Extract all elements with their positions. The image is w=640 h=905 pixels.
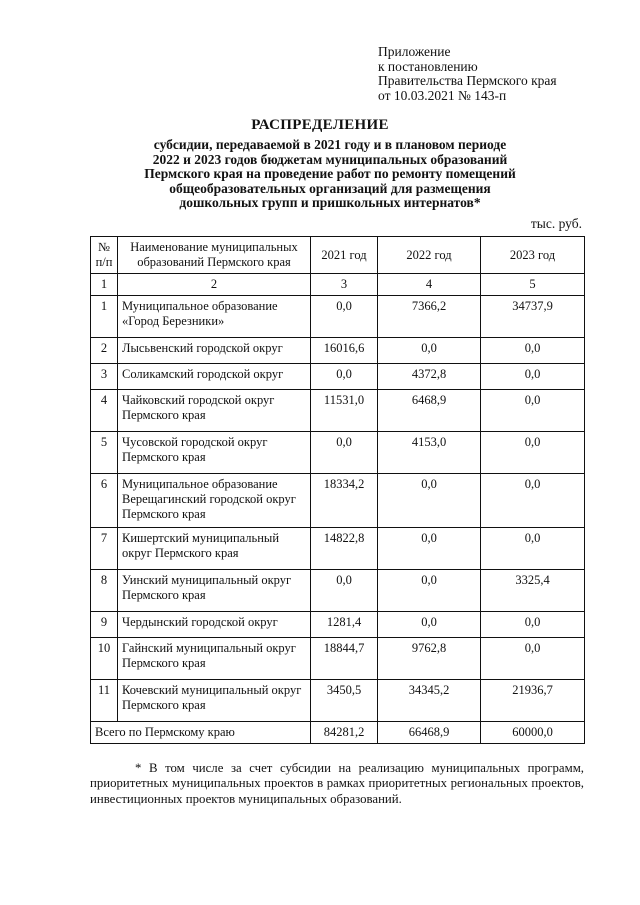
value-2021: 1281,4 xyxy=(311,612,378,638)
footnote-text: * В том числе за счет субсидии на реализацию муниципальных программ, приоритетных муниципальных проектов в рамках приоритетных региональных проектов, инвестиционных проектов муниципальных образований. xyxy=(90,761,584,806)
row-number: 2 xyxy=(91,338,118,364)
header-2022: 2022 год xyxy=(378,237,481,274)
municipality-name: Муниципальное образование «Город Березники» xyxy=(118,296,311,338)
municipality-name: Чердынский городской округ xyxy=(118,612,311,638)
subtitle-line: Пермского края на проведение работ по ремонту помещений xyxy=(144,166,516,182)
table-row xyxy=(91,612,585,638)
table-row xyxy=(91,528,585,570)
value-2021: 0,0 xyxy=(311,570,378,612)
value-2021: 0,0 xyxy=(311,296,378,338)
subtitle-line: дошкольных групп и пришкольных интернатов* xyxy=(179,195,481,211)
value-2023: 0,0 xyxy=(481,528,585,570)
value-2023: 0,0 xyxy=(481,364,585,390)
municipality-name: Кочевский муниципальный округ Пермского края xyxy=(118,680,311,722)
total-2022: 66468,9 xyxy=(378,722,481,744)
total-2021: 84281,2 xyxy=(311,722,378,744)
row-number: 8 xyxy=(91,570,118,612)
municipality-name: Кишертский муниципальный округ Пермского края xyxy=(118,528,311,570)
value-2022: 0,0 xyxy=(378,474,481,528)
table-row xyxy=(91,638,585,680)
value-2023: 0,0 xyxy=(481,474,585,528)
header-2021: 2021 год xyxy=(311,237,378,274)
row-number: 4 xyxy=(91,390,118,432)
value-2023: 21936,7 xyxy=(481,680,585,722)
table-row xyxy=(91,432,585,474)
municipality-name: Уинский муниципальный округ Пермского края xyxy=(118,570,311,612)
table-row xyxy=(91,296,585,338)
document-subtitle xyxy=(100,138,560,211)
value-2021: 18844,7 xyxy=(311,638,378,680)
value-2023: 0,0 xyxy=(481,390,585,432)
total-2023: 60000,0 xyxy=(481,722,585,744)
table-header-row xyxy=(91,237,585,274)
document-title: РАСПРЕДЕЛЕНИЕ xyxy=(251,117,389,133)
value-2021: 14822,8 xyxy=(311,528,378,570)
table-row xyxy=(91,364,585,390)
table-row xyxy=(91,338,585,364)
column-number: 1 xyxy=(91,274,118,296)
value-2022: 9762,8 xyxy=(378,638,481,680)
header-number: № п/п xyxy=(91,237,118,274)
value-2023: 0,0 xyxy=(481,612,585,638)
row-number: 1 xyxy=(91,296,118,338)
value-2022: 6468,9 xyxy=(378,390,481,432)
row-number: 7 xyxy=(91,528,118,570)
row-number: 11 xyxy=(91,680,118,722)
municipality-name: Муниципальное образование Верещагинский городской округ Пермского края xyxy=(118,474,311,528)
row-number: 5 xyxy=(91,432,118,474)
header-2023: 2023 год xyxy=(481,237,585,274)
subtitle-line: субсидии, передаваемой в 2021 году и в плановом периоде xyxy=(153,137,507,152)
table-row xyxy=(91,390,585,432)
table-body xyxy=(91,296,585,722)
value-2021: 16016,6 xyxy=(311,338,378,364)
total-label: Всего по Пермскому краю xyxy=(91,722,311,744)
value-2022: 0,0 xyxy=(378,528,481,570)
value-2023: 0,0 xyxy=(481,338,585,364)
value-2022: 0,0 xyxy=(378,338,481,364)
subtitle-line: общеобразовательных организаций для размещения xyxy=(169,180,491,196)
value-2023: 0,0 xyxy=(481,432,585,474)
column-number: 2 xyxy=(118,274,311,296)
value-2022: 4153,0 xyxy=(378,432,481,474)
value-2021: 3450,5 xyxy=(311,680,378,722)
annex-line: от 10.03.2021 № 143-п xyxy=(378,87,507,103)
value-2022: 0,0 xyxy=(378,612,481,638)
distribution-table xyxy=(90,236,585,744)
municipality-name: Чусовской городской округ Пермского края xyxy=(118,432,311,474)
value-2022: 7366,2 xyxy=(378,296,481,338)
value-2021: 11531,0 xyxy=(311,390,378,432)
table-row xyxy=(91,680,585,722)
value-2023: 0,0 xyxy=(481,638,585,680)
municipality-name: Чайковский городской округ Пермского края xyxy=(118,390,311,432)
header-name: Наименование муниципальных образований Пермского края xyxy=(118,237,311,274)
value-2023: 34737,9 xyxy=(481,296,585,338)
row-number: 3 xyxy=(91,364,118,390)
municipality-name: Гайнский муниципальный округ Пермского края xyxy=(118,638,311,680)
value-2021: 0,0 xyxy=(311,432,378,474)
annex-block xyxy=(378,45,557,103)
table-row xyxy=(91,570,585,612)
value-2022: 4372,8 xyxy=(378,364,481,390)
column-number: 5 xyxy=(481,274,585,296)
subtitle-line: 2022 и 2023 годов бюджетам муниципальных образований xyxy=(152,151,508,167)
value-2021: 18334,2 xyxy=(311,474,378,528)
column-number: 3 xyxy=(311,274,378,296)
row-number: 10 xyxy=(91,638,118,680)
municipality-name: Соликамский городской округ xyxy=(118,364,311,390)
column-number: 4 xyxy=(378,274,481,296)
annex-line: Приложение xyxy=(378,44,451,59)
column-numbering-row xyxy=(91,274,585,296)
annex-line: к постановлению xyxy=(378,58,478,74)
unit-label: тыс. руб. xyxy=(530,216,582,231)
value-2022: 34345,2 xyxy=(378,680,481,722)
table-row xyxy=(91,474,585,528)
total-row xyxy=(91,722,585,744)
value-2022: 0,0 xyxy=(378,570,481,612)
row-number: 9 xyxy=(91,612,118,638)
footnote xyxy=(90,761,584,807)
value-2023: 3325,4 xyxy=(481,570,585,612)
municipality-name: Лысьвенский городской округ xyxy=(118,338,311,364)
row-number: 6 xyxy=(91,474,118,528)
value-2021: 0,0 xyxy=(311,364,378,390)
annex-line: Правительства Пермского края xyxy=(378,73,557,88)
